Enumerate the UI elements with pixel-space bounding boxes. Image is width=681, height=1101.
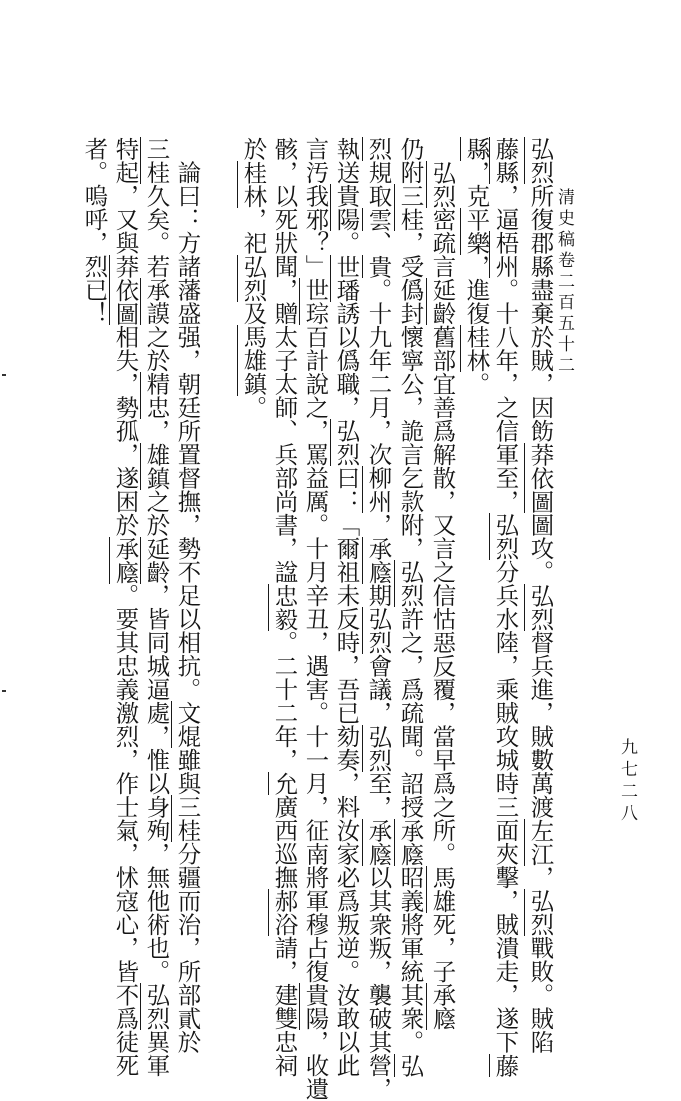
text-run: 。 (239, 395, 268, 419)
proper-noun-mark: 桂林 (462, 325, 491, 372)
proper-noun-mark: 弘烈 (142, 983, 171, 1030)
text-run: 密疏言 (428, 207, 457, 278)
text-run: ， (364, 513, 393, 537)
text-run: ， (142, 419, 171, 443)
text-column (270, 137, 299, 1077)
proper-noun-mark: 三桂 (142, 137, 171, 184)
proper-noun-mark: 烈 (364, 137, 393, 161)
proper-noun-mark: 馬雄 (428, 865, 457, 913)
proper-noun-mark: 承謨 (142, 278, 171, 325)
text-run: ，皆同城逼處，惟以身殉，無他術也。 (142, 583, 171, 983)
text-run: 許之，爲疏聞。詔授 (396, 607, 425, 819)
proper-noun-mark: 柳州 (364, 466, 393, 513)
proper-noun-mark: 貴陽 (332, 184, 361, 231)
text-run: 所復郡縣盡棄於賊，因飭 (526, 184, 555, 443)
text-column (396, 137, 425, 1077)
text-run: 百計說之，罵益厲。十月辛丑，遇害。十一月，征南將軍穆占復 (301, 325, 330, 983)
text-run: ， (526, 865, 555, 889)
text-run: 昭義將軍統其衆。 (396, 865, 425, 1054)
text-run: 。十八年，之信軍至， (491, 278, 520, 513)
text-run: 戰敗。賊陷 (526, 936, 555, 1054)
text-column (301, 137, 330, 1101)
proper-noun-mark: 莽依圖 (526, 442, 555, 513)
text-run: 之於 (142, 489, 171, 537)
proper-noun-mark: 承廕 (111, 536, 140, 584)
proper-noun-mark: 三桂 (396, 184, 425, 231)
proper-noun-mark: 精忠 (142, 372, 171, 419)
text-column (80, 137, 109, 325)
proper-noun-mark: 藤縣 (491, 137, 520, 184)
text-column (142, 137, 171, 1077)
proper-noun-mark: 弘烈 (364, 607, 393, 654)
proper-noun-mark: 弘烈 (364, 724, 393, 772)
text-run: 仍附 (396, 137, 425, 184)
text-run (428, 137, 456, 161)
page-number: 九七二八 (617, 738, 637, 826)
text-column (111, 137, 140, 1077)
running-title: 清史稿卷二百五十二 (554, 188, 574, 377)
proper-noun-mark: 承廕 (428, 983, 457, 1030)
text-column (332, 137, 361, 1077)
text-column (428, 137, 457, 1030)
proper-noun-mark: 雲 (364, 207, 393, 231)
proper-noun-mark: 弘烈 (526, 137, 555, 184)
text-run: 於 (239, 137, 268, 161)
proper-noun-mark: 平樂 (462, 207, 491, 255)
text-run: 及 (239, 301, 268, 325)
text-run: 以其衆叛，襲破其營， (364, 865, 393, 1101)
proper-noun-mark: 承廕 (364, 536, 393, 584)
scan-mark (2, 690, 6, 692)
text-run: 言汚我邪？」 (301, 137, 330, 278)
text-column (173, 137, 202, 1054)
scan-mark (2, 374, 6, 376)
proper-noun-mark: 左江 (526, 818, 555, 866)
proper-noun-mark: 承廕 (396, 818, 425, 866)
text-run: 會議， (364, 654, 393, 725)
text-column (239, 137, 268, 419)
proper-noun-mark: 莽依圖 (111, 254, 140, 325)
proper-noun-mark: 藤 (491, 1053, 520, 1077)
text-run: 。二十二年， (270, 630, 299, 772)
text-run: ，進復 (462, 254, 491, 325)
text-run: 至， (364, 771, 393, 819)
text-column (364, 137, 393, 1101)
text-run: 。 (332, 231, 361, 255)
text-run: 。要其忠義激烈，作士氣，怵寇心，皆不爲徒死 (111, 583, 140, 1077)
text-run: 期 (364, 583, 393, 607)
text-run: 執送 (332, 137, 361, 184)
proper-noun-mark: 弘 (396, 1053, 425, 1077)
text-run: 者。嗚呼，烈已！ (80, 137, 109, 325)
proper-noun-mark: 弘烈 (526, 889, 555, 936)
text-run: 之於 (142, 325, 171, 372)
text-run: 、 (364, 231, 393, 255)
text-run: 廣西巡撫 (270, 795, 299, 889)
text-run: 分疆而治，所部貳於 (173, 842, 202, 1054)
text-run: 規取 (364, 160, 393, 208)
proper-noun-mark: 允 (270, 771, 299, 795)
proper-noun-mark: 梧州 (491, 231, 520, 278)
text-run: 督兵進，賊數萬渡 (526, 630, 555, 819)
proper-noun-mark: 弘烈 (239, 254, 268, 302)
text-run: 異軍 (142, 1030, 171, 1077)
text-run: 請，建雙忠祠 (270, 936, 299, 1077)
proper-noun-mark: 世琮 (301, 278, 330, 325)
proper-noun-mark: 弘烈 (491, 513, 520, 560)
proper-noun-mark: 三桂 (173, 795, 202, 842)
text-run: 舊部宜善爲解散，又言之信怙惡反覆，當早爲之所。 (428, 325, 457, 866)
text-column (491, 137, 520, 1077)
text-run: ，受僞封懷寧公，詭言乞款附， (396, 231, 425, 560)
proper-noun-mark: 貴 (364, 254, 393, 278)
text-column (462, 137, 491, 396)
proper-noun-mark: 縣 (462, 137, 491, 161)
text-run: ，逼 (491, 184, 520, 231)
proper-noun-mark: 延齡 (428, 278, 457, 325)
proper-noun-mark: 弘烈 (526, 583, 555, 631)
proper-noun-mark: 馬雄鎮 (239, 325, 268, 396)
proper-noun-mark: 弘烈 (396, 560, 425, 607)
text-run: 。 (462, 372, 491, 396)
text-run: ，祀 (239, 207, 268, 255)
text-run: ，克 (462, 160, 491, 208)
proper-noun-mark: 雄鎮 (142, 442, 171, 490)
text-run: 分兵水陸，乘賊攻城時三面夾擊，賊潰走，遂下 (491, 560, 520, 1054)
text-run: 論曰：方諸藩盛强，朝廷所置督撫，勢不足以相抗。 (173, 160, 202, 701)
proper-noun-mark: 忠毅 (270, 583, 299, 631)
proper-noun-mark: 桂林 (239, 160, 268, 208)
text-run: ，收遺 (301, 1030, 330, 1101)
text-column (526, 137, 555, 1054)
proper-noun-mark: 弘烈 (332, 419, 361, 466)
text-run: 相失，勢孤，遂困於 (111, 325, 140, 537)
text-run: 特起，又與 (111, 137, 140, 255)
text-run: 骸，以死狀聞，贈太子太師、兵部尚書，諡 (270, 137, 299, 584)
proper-noun-mark: 文焜 (173, 701, 202, 748)
text-run: 死，子 (428, 912, 457, 983)
text-run: 雖與 (173, 748, 202, 795)
text-run: 曰：「爾祖未反時，吾已劾奏，料汝家必爲叛逆。汝敢以此 (332, 466, 361, 1077)
proper-noun-mark: 郝浴 (270, 889, 299, 936)
text-run: 圖攻。 (526, 513, 555, 584)
text-run: 。十九年二月，次 (364, 278, 393, 466)
proper-noun-mark: 貴陽 (301, 983, 330, 1030)
text-run: 誘以僞職， (332, 301, 361, 419)
proper-noun-mark: 世璠 (332, 254, 361, 302)
text-run: 久矣。若 (142, 184, 171, 278)
proper-noun-mark: 延齡 (142, 536, 171, 584)
proper-noun-mark: 弘烈 (428, 160, 457, 208)
text-run (173, 137, 201, 161)
proper-noun-mark: 承廕 (364, 818, 393, 866)
